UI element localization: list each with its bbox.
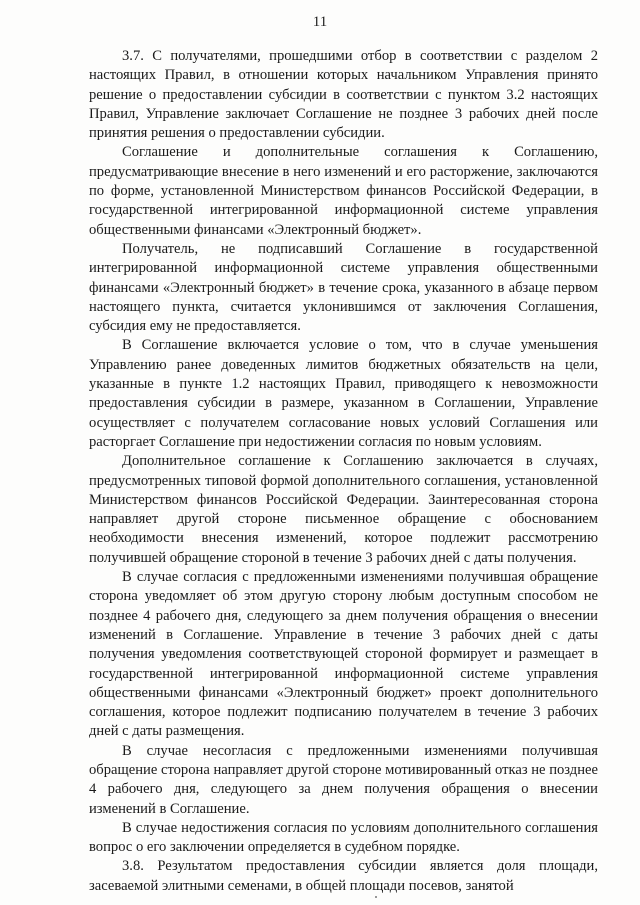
paragraph-3-8: 3.8. Результатом предоставления субсидии является доля площади, засеваемой элитными семенами, в общей площади посевов, занятой bbox=[89, 858, 598, 894]
paragraph-court-case: В случае недостижения согласия по условиям дополнительного соглашения вопрос о его заключении определяется в судебном порядке. bbox=[89, 819, 598, 856]
paragraph-unsigned-recipient: Получатель, не подписавший Соглашение в государственной интегрированной информационной системе управления общественными финансами «Электронный бюджет» в течение срока, указанного в абзаце первом настоящего пункта, считается уклонившимся от заключения Соглашения, субсидия ему не предоставляется. bbox=[89, 240, 598, 335]
paragraph-limits-reduction: В Соглашение включается условие о том, что в случае уменьшения Управлению ранее доведенных лимитов бюджетных обязательств на цели, указанные в пункте 1.2 настоящих Правил, приводящего к невозможности предоставления субсидии в размере, указанном в Соглашении, Управление осуществляет с получателем согласование новых условий Соглашения или расторгает Соглашение при недостижении согласия по новым условиям. bbox=[89, 337, 598, 450]
paragraph-agreement-form: Соглашение и дополнительные соглашения к Соглашению, предусматривающие внесение в него изменений и его расторжение, заключаются по форме, установленной Министерством финансов Российской Федерации, в государственной интегрированной информационной системе управления общественными финансами «Электронный бюджет». bbox=[89, 144, 598, 238]
paragraph-supplementary-agreement: Дополнительное соглашение к Соглашению заключается в случаях, предусмотренных типовой формой дополнительного соглашения, установленной Министерством финансов Российской Федерации. Заинтересованная сторона направляет другой стороне письменное обращение с обоснованием необходимости внесения изменений, которое подлежит рассмотрению получившей обращение стороной в течение 3 рабочих дней с даты получения. bbox=[89, 453, 598, 566]
document-body bbox=[89, 47, 598, 896]
scan-speck bbox=[375, 896, 377, 898]
paragraph-3-7: 3.7. С получателями, прошедшими отбор в соответствии с разделом 2 настоящих Правил, в отношении которых начальником Управления принято решение о предоставлении субсидии в соответствии с пунктом 3.2 настоящих Правил, Управление заключает Соглашение не позднее 3 рабочих дней после принятия решения о предоставлении субсидии. bbox=[89, 48, 598, 142]
paragraph-consent-case: В случае согласия с предложенными изменениями получившая обращение сторона уведомляет об этом другую сторону любым доступным способом не позднее 4 рабочего дня, следующего за днем получения обращения о внесении изменений в Соглашение. Управление в течение 3 рабочих дней с даты получения уведомления соответствующей стороной формирует и размещает в государственной интегрированной информационной системе управления общественными финансами «Электронный бюджет» проект дополнительного соглашения, которое подлежит подписанию получателем в течение 3 рабочих дней с даты размещения. bbox=[89, 569, 598, 740]
page-number: 11 bbox=[312, 14, 328, 30]
paragraph-disagreement-case: В случае несогласия с предложенными изменениями получившая обращение сторона направляет другой стороне мотивированный отказ не позднее 4 рабочего дня, следующего за днем получения обращения о внесении изменений в Соглашение. bbox=[89, 742, 598, 817]
